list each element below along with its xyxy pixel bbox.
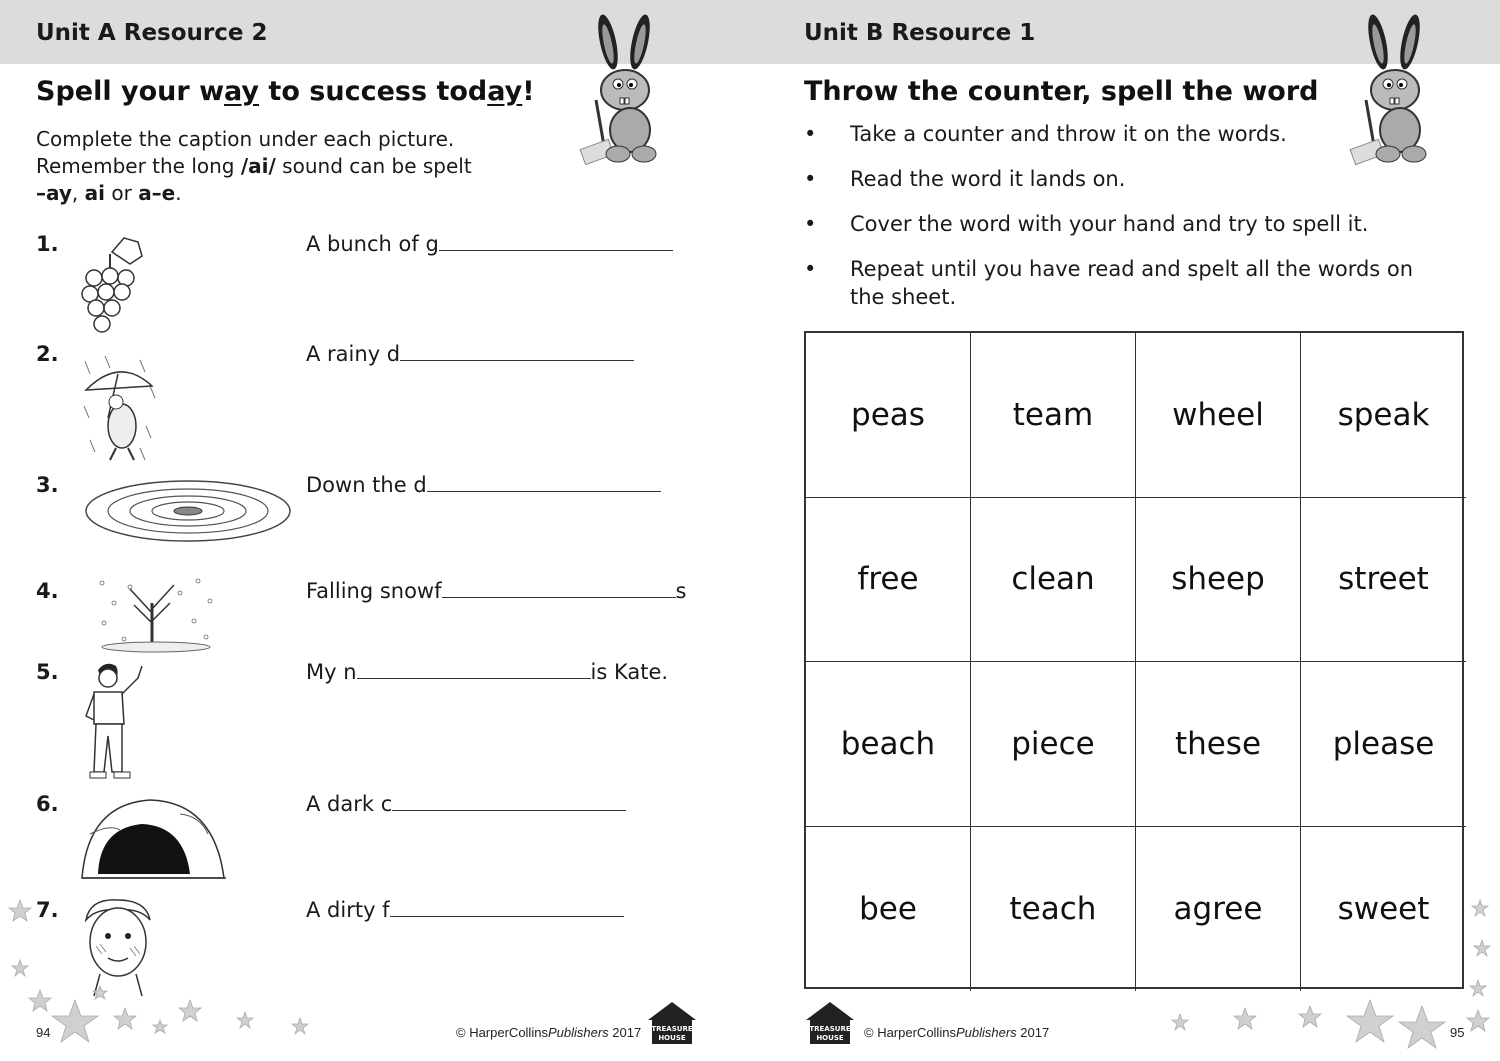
right-page-title: Throw the counter, spell the word	[804, 76, 1319, 107]
word-cell[interactable]: team	[971, 333, 1136, 498]
logo-text: HOUSE	[816, 1034, 844, 1042]
rainy-day-icon	[80, 356, 160, 466]
word-cell[interactable]: free	[806, 498, 971, 663]
right-copyright	[864, 1025, 1049, 1040]
logo-text: TREASURE	[809, 1025, 851, 1033]
caption-text: Down the d	[306, 473, 427, 497]
question-2	[36, 342, 736, 372]
copyright-text: © HarperCollins	[864, 1025, 956, 1040]
answer-blank[interactable]	[392, 792, 626, 811]
title-part: !	[522, 76, 535, 107]
bullet-dot: •	[804, 167, 817, 191]
answer-blank[interactable]	[442, 579, 676, 598]
word-cell[interactable]: speak	[1301, 333, 1466, 498]
title-part: to success tod	[259, 76, 488, 107]
question-caption	[306, 898, 624, 922]
instruction-line	[36, 180, 496, 207]
grapes-icon	[80, 234, 150, 340]
stars-decoration-icon	[1160, 990, 1500, 1061]
word-cell[interactable]: teach	[971, 827, 1136, 992]
girl-kate-icon	[80, 660, 152, 784]
separator: .	[175, 181, 182, 205]
copyright-italic: Publishers	[547, 1025, 609, 1040]
rabbit-mascot-icon	[578, 12, 674, 167]
left-page-title	[36, 76, 535, 107]
cave-icon	[80, 794, 226, 880]
word-cell[interactable]: please	[1301, 662, 1466, 827]
bullet-item	[804, 120, 1424, 148]
instruction-bullets	[804, 120, 1424, 328]
question-number: 4.	[36, 579, 59, 603]
question-caption	[306, 792, 626, 816]
treasure-house-logo-icon	[646, 1000, 698, 1046]
caption-text: A rainy d	[306, 342, 401, 366]
question-3	[36, 473, 736, 503]
treasure-house-logo-icon	[804, 1000, 856, 1046]
title-part: Spell your w	[36, 76, 225, 107]
word-cell[interactable]: these	[1136, 662, 1301, 827]
caption-text: A dark c	[306, 792, 393, 816]
question-caption	[306, 660, 668, 684]
instruction-text: sound can be spelt	[275, 154, 472, 178]
sound-label: /ai/	[240, 154, 276, 178]
question-number: 6.	[36, 792, 59, 816]
bullet-item	[804, 210, 1424, 238]
left-page-number: 94	[36, 1025, 51, 1040]
word-cell[interactable]: peas	[806, 333, 971, 498]
copyright-year: 2017	[1016, 1025, 1050, 1040]
question-caption	[306, 232, 673, 256]
instruction-line: Complete the caption under each picture.	[36, 127, 455, 151]
word-cell[interactable]: street	[1301, 498, 1466, 663]
right-unit-title: Unit B Resource 1	[804, 20, 1036, 46]
bullet-text: Take a counter and throw it on the words.	[850, 122, 1287, 146]
word-cell[interactable]: clean	[971, 498, 1136, 663]
question-caption	[306, 473, 661, 497]
spelling-pattern: ai	[84, 181, 105, 205]
bullet-item	[804, 255, 1424, 311]
title-underlined: ay	[224, 76, 260, 107]
left-unit-title: Unit A Resource 2	[36, 20, 268, 46]
spelling-pattern: a–e	[138, 181, 176, 205]
answer-blank[interactable]	[390, 898, 624, 917]
copyright-text: © HarperCollins	[456, 1025, 548, 1040]
bullet-item	[804, 165, 1424, 193]
snowy-tree-icon	[94, 573, 218, 653]
word-cell[interactable]: piece	[971, 662, 1136, 827]
instructions	[36, 126, 496, 207]
caption-suffix: s	[675, 579, 687, 603]
spelling-pattern: –ay	[36, 181, 72, 205]
separator: ,	[71, 181, 85, 205]
word-cell[interactable]: sweet	[1337, 890, 1430, 927]
answer-blank[interactable]	[357, 660, 591, 679]
question-4	[36, 579, 736, 609]
stars-decoration-icon	[1460, 880, 1500, 1010]
right-page-number: 95	[1450, 1025, 1465, 1040]
separator: or	[105, 181, 139, 205]
bullet-dot: •	[804, 122, 817, 146]
instruction-line	[36, 153, 496, 180]
logo-text: HOUSE	[658, 1034, 686, 1042]
word-cell[interactable]: beach	[806, 662, 971, 827]
question-6	[36, 792, 736, 822]
question-caption	[306, 579, 686, 603]
bullet-text: Repeat until you have read and spelt all the words on the sheet.	[850, 257, 1414, 309]
bullet-text: Read the word it lands on.	[850, 167, 1126, 191]
title-underlined: ay	[487, 76, 523, 107]
word-cell[interactable]: sheep	[1136, 498, 1301, 663]
caption-text: My n	[306, 660, 357, 684]
word-cell[interactable]: wheel	[1136, 333, 1301, 498]
word-cell[interactable]: agree	[1136, 827, 1301, 992]
instruction-text: Remember the long	[36, 154, 241, 178]
question-number: 3.	[36, 473, 59, 497]
caption-text: Falling snowf	[306, 579, 442, 603]
question-number: 5.	[36, 660, 59, 684]
question-number: 2.	[36, 342, 59, 366]
drain-puddle-icon	[82, 475, 294, 545]
question-5	[36, 660, 736, 690]
answer-blank[interactable]	[427, 473, 661, 492]
word-cell[interactable]: bee	[806, 827, 971, 992]
caption-suffix: is Kate.	[590, 660, 669, 684]
caption-text: A dirty f	[306, 898, 390, 922]
left-copyright	[456, 1025, 641, 1040]
question-number: 1.	[36, 232, 59, 256]
question-caption	[306, 342, 634, 366]
copyright-italic: Publishers	[955, 1025, 1017, 1040]
copyright-year: 2017	[608, 1025, 642, 1040]
question-number: 7.	[36, 898, 59, 922]
answer-blank[interactable]	[439, 232, 673, 251]
caption-text: A bunch of g	[306, 232, 439, 256]
bullet-text: Cover the word with your hand and try to spell it.	[850, 212, 1369, 236]
bullet-dot: •	[804, 257, 817, 281]
word-grid	[804, 331, 1464, 989]
question-1	[36, 232, 736, 262]
answer-blank[interactable]	[400, 342, 634, 361]
bullet-dot: •	[804, 212, 817, 236]
logo-text: TREASURE	[651, 1025, 693, 1033]
stars-decoration-icon	[0, 890, 340, 1061]
